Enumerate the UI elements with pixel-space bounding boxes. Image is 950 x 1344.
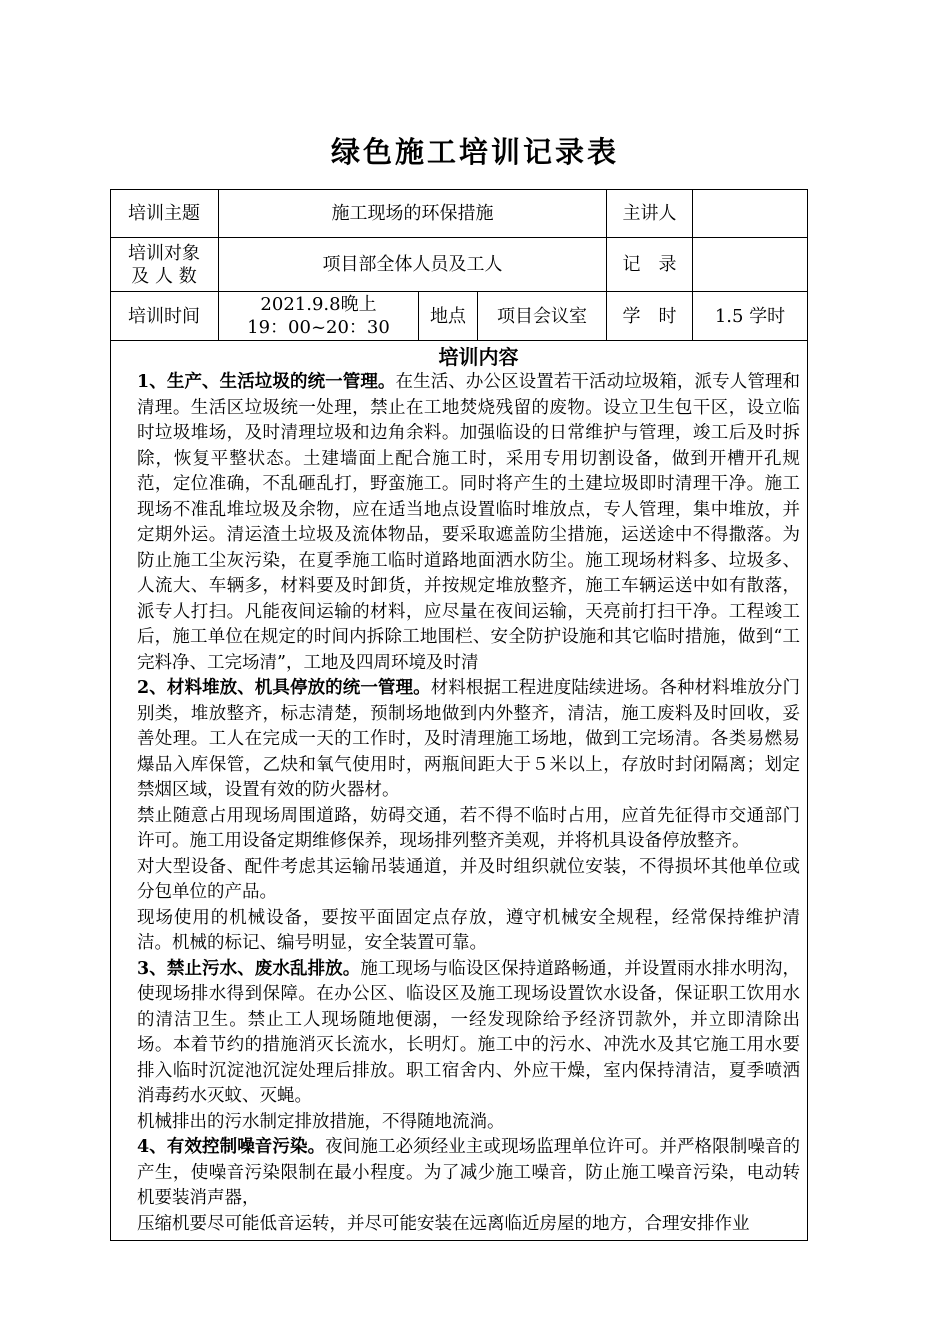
audience-label-line2: 及 人 数 bbox=[131, 265, 197, 287]
page-title: 绿色施工培训记录表 bbox=[330, 135, 619, 169]
topic-label: 培训主题 bbox=[128, 202, 200, 224]
time-value-line2: 19：00~20：30 bbox=[247, 317, 390, 338]
speaker-value bbox=[693, 189, 807, 237]
content-paragraph bbox=[137, 804, 800, 855]
paragraph-text: 现场使用的机械设备，要按平面固定点存放，遵守机械安全规程，经常保持维护清洁。机械的标记、编号明显，安全装置可靠。 bbox=[137, 907, 800, 953]
speaker-label: 主讲人 bbox=[622, 202, 677, 224]
training-content bbox=[137, 345, 800, 1238]
place-label: 地点 bbox=[430, 305, 466, 327]
row-divider bbox=[110, 340, 808, 341]
time-value bbox=[219, 292, 418, 340]
content-heading: 培训内容 bbox=[438, 345, 519, 369]
paragraph-text: 施工现场与临设区保持道路畅通，并设置雨水排水明沟，使现场排水得到保障。在办公区、临设区及施工现场设置饮水设备，保证职工饮用水的清洁卫生。禁止工人现场随地便溺，一经发现除给予经济罚款外，并立即清除出场。本着节约的措施消灭长流水，长明灯。施工中的污水、冲洗水及其它施工用水要排入临时沉淀池沉淀处理后排放。职工宿舍内、外应干燥，室内保持清洁，夏季喷洒消毒药水灭蚊、灭蝇。 bbox=[137, 958, 800, 1106]
time-value-line1: 2021.9.8晚上 bbox=[260, 294, 377, 315]
topic-value: 施工现场的环保措施 bbox=[331, 202, 494, 224]
content-paragraph bbox=[137, 370, 800, 676]
paragraph-text: 禁止随意占用现场周围道路，妨碍交通，若不得不临时占用，应首先征得市交通部门许可。施工用设备定期维修保养，现场排列整齐美观，并将机具设备停放整齐。 bbox=[137, 805, 800, 851]
paragraph-text: 对大型设备、配件考虑其运输吊装通道，并及时组织就位安装，不得损坏其他单位或分包单位的产品。 bbox=[137, 856, 800, 902]
content-paragraph bbox=[137, 1110, 800, 1136]
record-label: 记 录 bbox=[622, 254, 677, 275]
paragraph-lead: 2、材料堆放、机具停放的统一管理。 bbox=[137, 678, 431, 698]
content-paragraph bbox=[137, 906, 800, 957]
hours-label: 学 时 bbox=[622, 305, 677, 327]
hours-value: 1.5 学时 bbox=[714, 305, 786, 327]
content-paragraph bbox=[137, 676, 800, 804]
audience-label-line1: 培训对象 bbox=[128, 242, 200, 264]
content-paragraph bbox=[137, 855, 800, 906]
paragraph-lead: 1、生产、生活垃圾的统一管理。 bbox=[137, 372, 396, 392]
content-paragraph bbox=[137, 1135, 800, 1212]
record-value bbox=[693, 238, 807, 291]
place-value: 项目会议室 bbox=[497, 305, 587, 327]
audience-value: 项目部全体人员及工人 bbox=[322, 254, 503, 275]
paragraph-lead: 4、有效控制噪音污染。 bbox=[137, 1137, 326, 1157]
content-paragraph bbox=[137, 1212, 800, 1238]
paragraph-text: 压缩机要尽可能低音运转，并尽可能安装在远离临近房屋的地方，合理安排作业 bbox=[137, 1213, 750, 1234]
paragraph-text: 夜间施工必须经业主或现场监理单位许可。并严格限制噪音的产生，使噪音污染限制在最小程度。为了减少施工噪音，防止施工噪音污染，电动转机要装消声器， bbox=[137, 1137, 800, 1208]
paragraph-lead: 3、禁止污水、废水乱排放。 bbox=[137, 958, 361, 979]
content-paragraph bbox=[137, 957, 800, 1110]
paragraph-text: 在生活、办公区设置若干活动垃圾箱，派专人管理和清理。生活区垃圾统一处理，禁止在工地焚烧残留的废物。设立卫生包干区，设立临时垃圾堆场，及时清理垃圾和边角余料。加强临设的日常维护与管理，竣工后及时拆除，恢复平整状态。土建墙面上配合施工时，采用专用切割设备，做到开槽开孔规范，定位准确，不乱砸乱打，野蛮施工。同时将产生的土建垃圾即时清理干净。施工现场不准乱堆垃圾及余物，应在适当地点设置临时堆放点，专人管理，集中堆放，并定期外运。清运渣土垃圾及流体物品，要采取遮盖防尘措施，运送途中不得撒落。为防止施工尘灰污染，在夏季施工临时道路地面洒水防尘。施工现场材料多、垃圾多、人流大、车辆多，材料要及时卸货，并按规定堆放整齐，施工车辆运送中如有散落，派专人打扫。凡能夜间运输的材料，应尽量在夜间运输，天亮前打扫干净。工程竣工后，施工单位在规定的时间内拆除工地围栏、安全防护设施和其它临时措施，做到“工完料净、工完场清”，工地及四周环境及时清 bbox=[137, 372, 800, 673]
paragraph-text: 材料根据工程进度陆续进场。各种材料堆放分门别类，堆放整齐，标志清楚，预制场地做到内外整齐，清洁，施工废料及时回收，妥善处理。工人在完成一天的工作时，及时清理施工场地，做到工完场清。各类易燃易爆品入库保管，乙炔和氧气使用时，两瓶间距大于５米以上，存放时封闭隔离；划定禁烟区域，设置有效的防火器材。 bbox=[137, 678, 800, 800]
paragraph-text: 机械排出的污水制定排放措施，不得随地流淌。 bbox=[137, 1111, 505, 1132]
time-label: 培训时间 bbox=[128, 305, 200, 327]
audience-label bbox=[110, 238, 218, 291]
